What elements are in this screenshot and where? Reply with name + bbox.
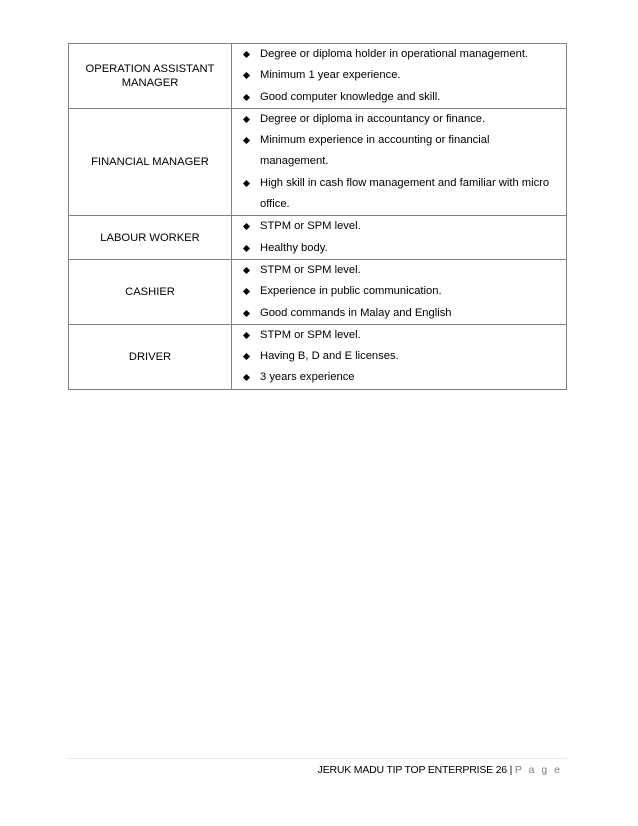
page-footer — [318, 764, 562, 776]
requirement-item: Minimum experience in accounting or financial management. — [232, 130, 566, 173]
position-cell — [69, 108, 232, 215]
table-row — [69, 216, 567, 260]
requirements-list — [232, 260, 566, 324]
position-name: FINANCIAL MANAGER — [91, 156, 209, 169]
position-cell — [69, 44, 232, 109]
requirement-item: Degree or diploma in accountancy or finance. — [232, 109, 566, 130]
requirements-list — [232, 44, 566, 108]
footer-company: JERUK MADU TIP TOP ENTERPRISE — [317, 764, 493, 776]
footer-page-number: 26 — [495, 764, 507, 776]
requirements-list — [232, 216, 566, 259]
requirements-cell — [232, 216, 567, 260]
footer-page-word: P a g e — [514, 764, 562, 776]
requirement-item: STPM or SPM level. — [232, 325, 566, 346]
requirement-item: Healthy body. — [232, 238, 566, 259]
table-row — [69, 108, 567, 215]
position-name: OPERATION ASSISTANT MANAGER — [85, 62, 215, 89]
position-cell — [69, 216, 232, 260]
table-row — [69, 324, 567, 389]
footer-divider — [68, 758, 567, 759]
requirement-item: STPM or SPM level. — [232, 260, 566, 281]
requirement-item: Degree or diploma holder in operational management. — [232, 44, 566, 65]
requirement-item: Good commands in Malay and English — [232, 303, 566, 324]
table-row — [69, 44, 567, 109]
position-name: DRIVER — [128, 350, 172, 363]
position-cell — [69, 324, 232, 389]
requirement-item: High skill in cash flow management and familiar with micro office. — [232, 173, 566, 216]
requirements-cell — [232, 324, 567, 389]
requirements-cell — [232, 259, 567, 324]
position-cell — [69, 259, 232, 324]
requirement-item: STPM or SPM level. — [232, 216, 566, 237]
requirements-cell — [232, 44, 567, 109]
requirements-list — [232, 109, 566, 215]
requirements-table — [68, 43, 567, 390]
footer-separator: | — [509, 764, 513, 776]
requirement-item: 3 years experience — [232, 367, 566, 388]
requirement-item: Minimum 1 year experience. — [232, 65, 566, 86]
requirements-list — [232, 325, 566, 389]
requirement-item: Experience in public communication. — [232, 281, 566, 302]
requirement-item: Good computer knowledge and skill. — [232, 87, 566, 108]
requirement-item: Having B, D and E licenses. — [232, 346, 566, 367]
table-row — [69, 259, 567, 324]
position-name: LABOUR WORKER — [100, 231, 200, 244]
requirements-cell — [232, 108, 567, 215]
position-name: CASHIER — [125, 285, 175, 298]
